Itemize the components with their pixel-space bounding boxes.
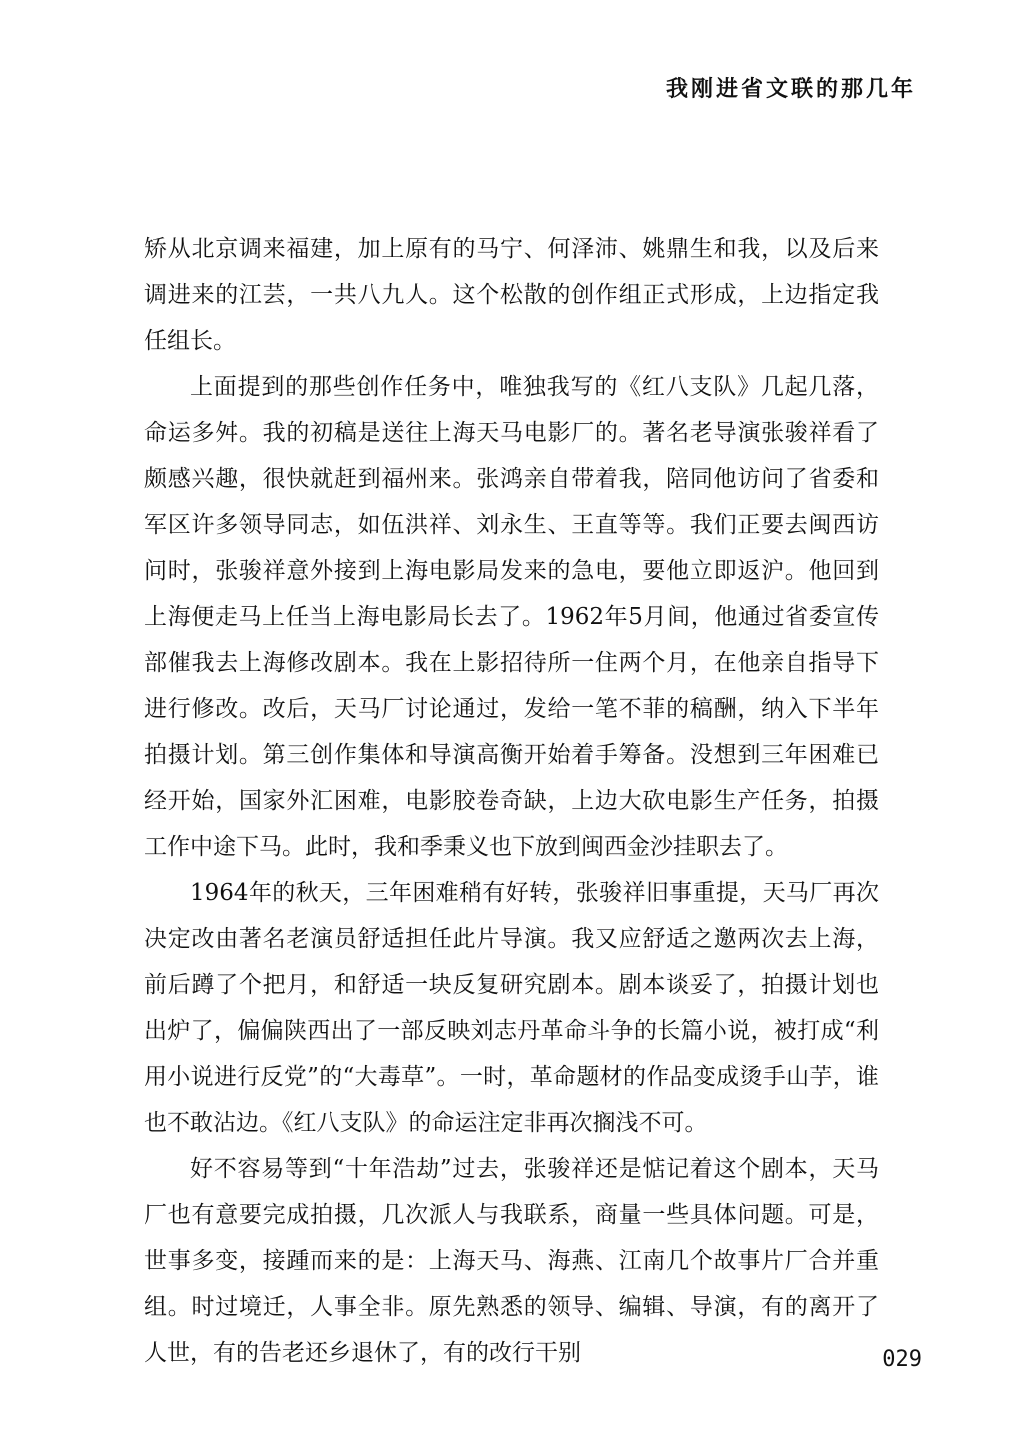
paragraph-continued: 矫从北京调来福建，加上原有的马宁、何泽沛、姚鼎生和我，以及后来调进来的江芸，一共八九人。这个松散的创作组正式形成，上边指定我任组长。 (144, 236, 879, 354)
running-header-title: 我刚进省文联的那几年 (665, 77, 916, 102)
page-number: 029 (882, 1347, 922, 1372)
paragraph-hongba-zhidui: 上面提到的那些创作任务中，唯独我写的《红八支队》几起几落，命运多舛。我的初稿是送往上海天马电影厂的。著名老导演张骏祥看了颇感兴趣，很快就赶到福州来。张鸿亲自带着我，陪同他访问了省委和军区许多领导同志，如伍洪祥、刘永生、王直等等。我们正要去闽西访问时，张骏祥意外接到上海电影局发来的急电，要他立即返沪。他回到上海便走马上任当上海电影局长去了。1962年5月间，他通过省委宣传部催我去上海修改剧本。我在上影招待所一住两个月，在他亲自指导下进行修改。改后，天马厂讨论通过，发给一笔不菲的稿酬，纳入下半年拍摄计划。第三创作集体和导演高衡开始着手筹备。没想到三年困难已经开始，国家外汇困难，电影胶卷奇缺，上边大砍电影生产任务，拍摄工作中途下马。此时，我和季秉义也下放到闽西金沙挂职去了。 (144, 374, 879, 860)
paragraph-1964-autumn: 1964年的秋天，三年困难稍有好转，张骏祥旧事重提，天马厂再次决定改由著名老演员舒适担任此片导演。我又应舒适之邀两次去上海，前后蹲了个把月，和舒适一块反复研究剧本。剧本谈妥了，拍摄计划也出炉了，偏偏陕西出了一部反映刘志丹革命斗争的长篇小说，被打成“利用小说进行反党”的“大毒草”。一时，革命题材的作品变成烫手山芋，谁也不敢沾边。《红八支队》的命运注定非再次搁浅不可。 (144, 880, 879, 1136)
paragraph-after-ten-years: 好不容易等到“十年浩劫”过去，张骏祥还是惦记着这个剧本，天马厂也有意要完成拍摄，几次派人与我联系，商量一些具体问题。可是，世事多变，接踵而来的是：上海天马、海燕、江南几个故事片厂合并重组。时过境迁，人事全非。原先熟悉的领导、编辑、导演，有的离开了人世，有的告老还乡退休了，有的改行干别 (144, 1156, 879, 1366)
body-text (144, 226, 879, 1376)
